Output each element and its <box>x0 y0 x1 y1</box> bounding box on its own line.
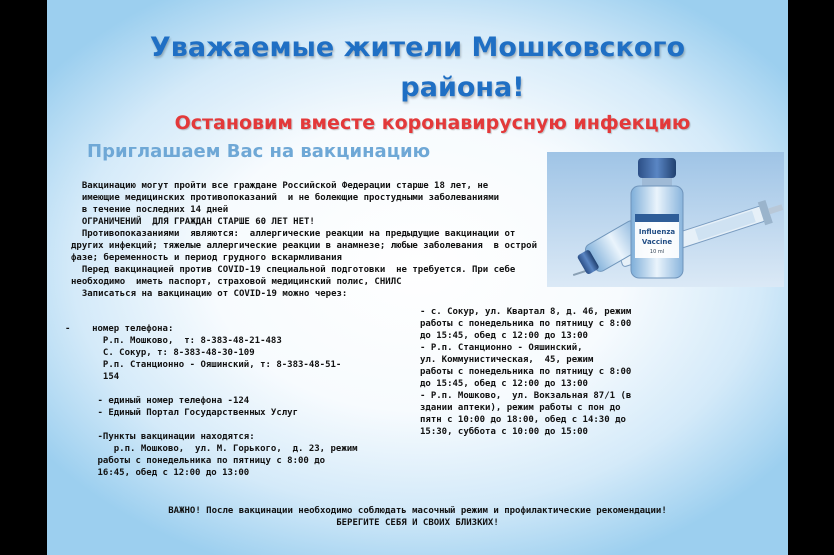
vaccination-point-line: работы с понедельника по пятницу с 8:00 <box>420 367 632 377</box>
vaccination-point-line: ул. Коммунистическая, 45, режим <box>420 355 594 365</box>
vaccination-point-line: работы с понедельника по пятницу с 8:00 <box>420 319 632 329</box>
vaccination-points-column <box>420 306 631 438</box>
main-text-line: необходимо иметь паспорт, страховой медицинский полис, СНИЛС <box>71 277 402 287</box>
svg-text:Influenza: Influenza <box>638 228 676 236</box>
contact-line <box>65 419 358 431</box>
vaccination-point-line: до 15:45, обед с 12:00 до 13:00 <box>420 379 588 389</box>
contact-line: работы с понедельника по пятницу с 8:00 до <box>65 456 326 466</box>
footer-slogan: БЕРЕГИТЕ СЕБЯ И СВОИХ БЛИЗКИХ! <box>336 518 499 528</box>
vaccination-point-line: 15:30, суббота с 10:00 до 15:00 <box>420 427 588 437</box>
contact-line: р.п. Мошково, ул. М. Горького, д. 23, режим <box>65 444 358 454</box>
main-text-line: другиx инфекций; тяжелые аллергические реакции в анамнезе; любые заболевания в острой <box>71 241 537 251</box>
main-text-line: Перед вакцинацией против COVID-19 специальной подготовки не требуется. При себе <box>71 265 516 275</box>
contact-line: - Единый Портал Государственных Услуг <box>65 408 298 418</box>
footer-warning: ВАЖНО! После вакцинации необходимо соблюдать масочный режим и профилактические рекомендации! <box>168 506 667 516</box>
contact-line: -Пункты вакцинации находятся: <box>65 432 255 442</box>
footer <box>47 505 788 529</box>
contacts-column <box>65 323 358 479</box>
title-line-1: Уважаемые жители Мошковского <box>149 32 686 63</box>
main-text-line: имеющие медицинских противопоказаний и не болеющие простудными заболеваниями <box>71 193 500 203</box>
main-text-line: Записаться на вакцинацию от COVID-19 можно через: <box>71 289 348 299</box>
vaccine-vial-syringe-image <box>547 152 784 287</box>
vaccination-point-line: до 15:45, обед с 12:00 до 13:00 <box>420 331 588 341</box>
subtitle: Остановим вместе коронавирусную инфекцию <box>174 112 691 134</box>
vaccination-point-line: пятн с 10:00 до 18:00, обед с 14:30 до <box>420 415 626 425</box>
main-text-line: Вакцинацию могут пройти все граждане Российской Федерации старше 18 лет, не <box>71 181 489 191</box>
title-line-2: района! <box>400 72 525 103</box>
contact-line: С. Сокур, т: 8-383-48-30-109 <box>65 348 255 358</box>
contact-line: 154 <box>65 372 120 382</box>
main-text-line: Противопоказаниями являются: аллергические реакции на предыдущие вакцинации от <box>71 229 516 239</box>
contact-line: - номер телефона: <box>65 324 174 334</box>
contact-line: Р.п. Мошково, т: 8-383-48-21-483 <box>65 336 282 346</box>
main-text-line: фазе; беременность и период грудного вскармливания <box>71 253 342 263</box>
svg-text:Vaccine: Vaccine <box>641 238 673 246</box>
main-info-text <box>71 180 551 300</box>
contact-line <box>65 383 358 395</box>
vaccination-point-line: - Р.п. Мошково, ул. Вокзальная 87/1 (в <box>420 391 632 401</box>
contact-line: Р.п. Станционно - Ояшинский, т: 8-383-48-51- <box>65 360 342 370</box>
vaccination-point-line: - Р.п. Станционно - Ояшинский, <box>420 343 583 353</box>
contact-line: 16:45, обед с 12:00 до 13:00 <box>65 468 250 478</box>
vaccination-point-line: - с. Сокур, ул. Квартал 8, д. 46, режим <box>420 307 632 317</box>
poster-slide <box>47 0 788 555</box>
vaccination-point-line: здании аптеки), режим работы с пон до <box>420 403 621 413</box>
vaccination-invite: Приглашаем Вас на вакцинацию <box>87 141 431 162</box>
svg-text:10 ml: 10 ml <box>649 249 665 255</box>
main-text-line: в течение последних 14 дней <box>71 205 229 215</box>
contact-line: - единый номер телефона -124 <box>65 396 250 406</box>
main-text-line: ОГРАНИЧЕНИЙ ДЛЯ ГРАЖДАН СТАРШЕ 60 ЛЕТ НЕТ! <box>71 217 315 227</box>
